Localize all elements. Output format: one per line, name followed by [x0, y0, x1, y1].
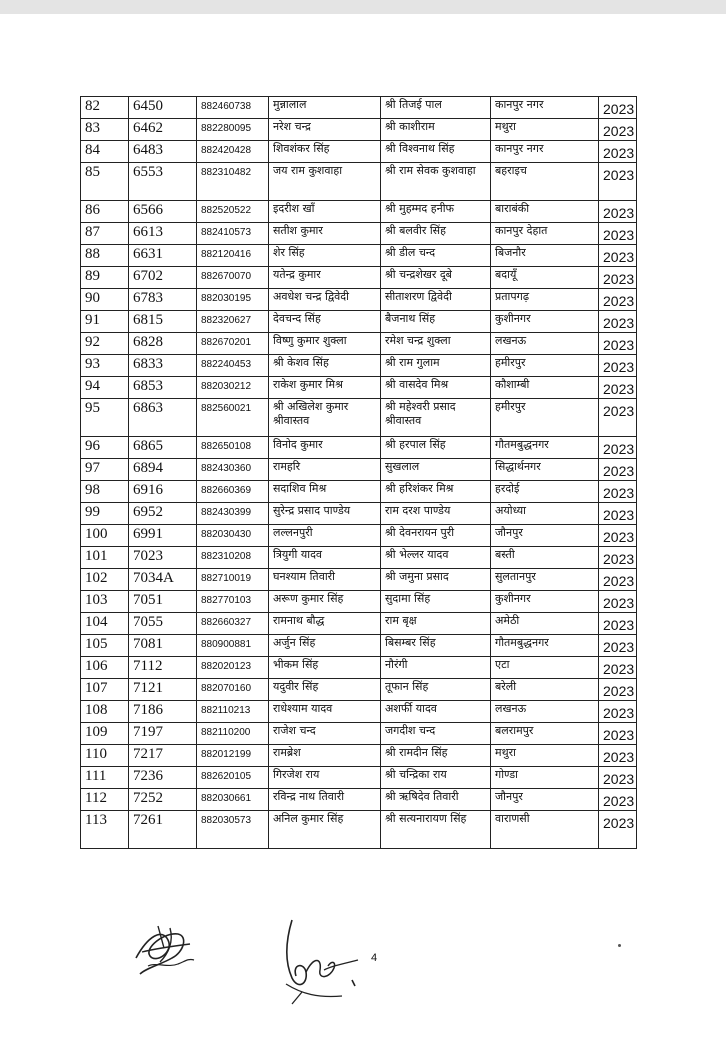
father-name-cell: श्री बलवीर सिंह [381, 223, 491, 245]
district-cell: कुशीनगर [491, 311, 599, 333]
registration-id-cell: 882650108 [197, 437, 269, 459]
roll-number-cell: 7261 [129, 811, 197, 849]
table-row [81, 201, 637, 223]
serial-number-cell: 90 [81, 289, 129, 311]
registration-id-cell: 882030573 [197, 811, 269, 849]
year-cell: 2023 [599, 223, 637, 245]
serial-number-cell: 96 [81, 437, 129, 459]
name-cell: नरेश चन्द्र [269, 119, 381, 141]
registration-id-cell: 882110200 [197, 723, 269, 745]
registration-id-cell: 882070160 [197, 679, 269, 701]
district-cell: सिद्धार्थनगर [491, 459, 599, 481]
serial-number-cell: 104 [81, 613, 129, 635]
roll-number-cell: 7034A [129, 569, 197, 591]
registration-id-cell: 882320627 [197, 311, 269, 333]
father-name-cell: रमेश चन्द्र शुक्ला [381, 333, 491, 355]
roll-number-cell: 6483 [129, 141, 197, 163]
table-row [81, 481, 637, 503]
name-cell: विष्णु कुमार शुक्ला [269, 333, 381, 355]
serial-number-cell: 87 [81, 223, 129, 245]
year-cell: 2023 [599, 289, 637, 311]
year-cell: 2023 [599, 459, 637, 481]
registration-id-cell: 882240453 [197, 355, 269, 377]
father-name-cell: सीताशरण द्विवेदी [381, 289, 491, 311]
signature-left [128, 918, 200, 980]
serial-number-cell: 82 [81, 97, 129, 119]
district-cell: सुलतानपुर [491, 569, 599, 591]
father-name-cell: श्री राम गुलाम [381, 355, 491, 377]
table-row [81, 525, 637, 547]
name-cell: सतीश कुमार [269, 223, 381, 245]
name-cell: लल्लनपुरी [269, 525, 381, 547]
table-row [81, 437, 637, 459]
registration-id-cell: 882660327 [197, 613, 269, 635]
serial-number-cell: 106 [81, 657, 129, 679]
serial-number-cell: 113 [81, 811, 129, 849]
district-cell: जौनपुर [491, 525, 599, 547]
district-cell: बाराबंकी [491, 201, 599, 223]
district-cell: बस्ती [491, 547, 599, 569]
table-row [81, 591, 637, 613]
district-cell: गौतमबुद्धनगर [491, 635, 599, 657]
roll-number-cell: 6613 [129, 223, 197, 245]
roll-number-cell: 6833 [129, 355, 197, 377]
year-cell: 2023 [599, 163, 637, 201]
serial-number-cell: 94 [81, 377, 129, 399]
table-row [81, 399, 637, 437]
table-row [81, 289, 637, 311]
year-cell: 2023 [599, 679, 637, 701]
table-row [81, 267, 637, 289]
registration-id-cell: 882460738 [197, 97, 269, 119]
roll-number-cell: 6952 [129, 503, 197, 525]
page-number: 4 [371, 952, 378, 964]
roll-number-cell: 7217 [129, 745, 197, 767]
registration-id-cell: 882030430 [197, 525, 269, 547]
father-name-cell: तूफान सिंह [381, 679, 491, 701]
serial-number-cell: 91 [81, 311, 129, 333]
registration-id-cell: 882620105 [197, 767, 269, 789]
registration-id-cell: 882030661 [197, 789, 269, 811]
serial-number-cell: 103 [81, 591, 129, 613]
registration-id-cell: 882310482 [197, 163, 269, 201]
year-cell: 2023 [599, 119, 637, 141]
year-cell: 2023 [599, 141, 637, 163]
district-cell: लखनऊ [491, 333, 599, 355]
table-row [81, 333, 637, 355]
table-row [81, 657, 637, 679]
table-row [81, 569, 637, 591]
roll-number-cell: 7055 [129, 613, 197, 635]
registration-id-cell: 882410573 [197, 223, 269, 245]
district-cell: कुशीनगर [491, 591, 599, 613]
roll-number-cell: 7081 [129, 635, 197, 657]
table-row [81, 789, 637, 811]
year-cell: 2023 [599, 767, 637, 789]
roll-number-cell: 6853 [129, 377, 197, 399]
father-name-cell: श्री चन्द्रिका राय [381, 767, 491, 789]
district-cell: लखनऊ [491, 701, 599, 723]
serial-number-cell: 112 [81, 789, 129, 811]
year-cell: 2023 [599, 399, 637, 437]
father-name-cell: श्री रामदीन सिंह [381, 745, 491, 767]
year-cell: 2023 [599, 525, 637, 547]
serial-number-cell: 97 [81, 459, 129, 481]
district-cell: गौतमबुद्धनगर [491, 437, 599, 459]
serial-number-cell: 100 [81, 525, 129, 547]
year-cell: 2023 [599, 635, 637, 657]
registration-id-cell: 882310208 [197, 547, 269, 569]
father-name-cell: श्री हरपाल सिंह [381, 437, 491, 459]
table-row [81, 245, 637, 267]
father-name-cell: राम दरश पाण्डेय [381, 503, 491, 525]
table-row [81, 547, 637, 569]
name-cell: रामब्रेश [269, 745, 381, 767]
table-row [81, 141, 637, 163]
father-name-cell: श्री मुहम्मद हनीफ [381, 201, 491, 223]
name-cell: इदरीश खाँ [269, 201, 381, 223]
serial-number-cell: 98 [81, 481, 129, 503]
name-cell: रामनाथ बौद्ध [269, 613, 381, 635]
registration-id-cell: 882560021 [197, 399, 269, 437]
serial-number-cell: 111 [81, 767, 129, 789]
father-name-cell: श्री राम सेवक कुशवाहा [381, 163, 491, 201]
district-cell: कानपुर नगर [491, 141, 599, 163]
year-cell: 2023 [599, 311, 637, 333]
father-name-cell: जगदीश चन्द [381, 723, 491, 745]
roll-number-cell: 7112 [129, 657, 197, 679]
table-row [81, 163, 637, 201]
roll-number-cell: 7236 [129, 767, 197, 789]
roll-number-cell: 7051 [129, 591, 197, 613]
father-name-cell: नौरंगी [381, 657, 491, 679]
registration-id-cell: 882030195 [197, 289, 269, 311]
name-cell: भीकम सिंह [269, 657, 381, 679]
serial-number-cell: 95 [81, 399, 129, 437]
year-cell: 2023 [599, 547, 637, 569]
father-name-cell: श्री चन्द्रशेखर दूबे [381, 267, 491, 289]
serial-number-cell: 101 [81, 547, 129, 569]
district-cell: बहराइच [491, 163, 599, 201]
district-cell: हमीरपुर [491, 399, 599, 437]
year-cell: 2023 [599, 789, 637, 811]
name-cell: विनोद कुमार [269, 437, 381, 459]
name-cell: देवचन्द सिंह [269, 311, 381, 333]
roll-number-cell: 7252 [129, 789, 197, 811]
records-table [80, 96, 637, 849]
serial-number-cell: 110 [81, 745, 129, 767]
father-name-cell: राम बृक्ष [381, 613, 491, 635]
name-cell: श्री केशव सिंह [269, 355, 381, 377]
serial-number-cell: 109 [81, 723, 129, 745]
name-cell: शेर सिंह [269, 245, 381, 267]
serial-number-cell: 89 [81, 267, 129, 289]
district-cell: प्रतापगढ़ [491, 289, 599, 311]
registration-id-cell: 882670070 [197, 267, 269, 289]
scan-top-band [0, 0, 726, 14]
serial-number-cell: 102 [81, 569, 129, 591]
district-cell: एटा [491, 657, 599, 679]
district-cell: अयोध्या [491, 503, 599, 525]
district-cell: हमीरपुर [491, 355, 599, 377]
registration-id-cell: 882020123 [197, 657, 269, 679]
table-row [81, 767, 637, 789]
father-name-cell: श्री सत्यनारायण सिंह [381, 811, 491, 849]
table-row [81, 811, 637, 849]
year-cell: 2023 [599, 245, 637, 267]
table-row [81, 377, 637, 399]
name-cell: जय राम कुशवाहा [269, 163, 381, 201]
roll-number-cell: 6828 [129, 333, 197, 355]
serial-number-cell: 83 [81, 119, 129, 141]
table-row [81, 223, 637, 245]
table-row [81, 311, 637, 333]
district-cell: गोण्डा [491, 767, 599, 789]
father-name-cell: श्री देवनरायन पुरी [381, 525, 491, 547]
father-name-cell: श्री तिजई पाल [381, 97, 491, 119]
name-cell: सदाशिव मिश्र [269, 481, 381, 503]
name-cell: श्री अखिलेश कुमार श्रीवास्तव [269, 399, 381, 437]
roll-number-cell: 6450 [129, 97, 197, 119]
father-name-cell: श्री जमुना प्रसाद [381, 569, 491, 591]
registration-id-cell: 882710019 [197, 569, 269, 591]
serial-number-cell: 85 [81, 163, 129, 201]
registration-id-cell: 882030212 [197, 377, 269, 399]
name-cell: शिवशंकर सिंह [269, 141, 381, 163]
registration-id-cell: 882280095 [197, 119, 269, 141]
year-cell: 2023 [599, 569, 637, 591]
table-row [81, 635, 637, 657]
signature-right [262, 914, 370, 1006]
father-name-cell: श्री भेल्लर यादव [381, 547, 491, 569]
roll-number-cell: 6566 [129, 201, 197, 223]
serial-number-cell: 88 [81, 245, 129, 267]
year-cell: 2023 [599, 503, 637, 525]
name-cell: यतेन्द्र कुमार [269, 267, 381, 289]
roll-number-cell: 6702 [129, 267, 197, 289]
father-name-cell: श्री हरिशंकर मिश्र [381, 481, 491, 503]
father-name-cell: श्री काशीराम [381, 119, 491, 141]
roll-number-cell: 6783 [129, 289, 197, 311]
table-row [81, 355, 637, 377]
registration-id-cell: 882770103 [197, 591, 269, 613]
name-cell: घनश्याम तिवारी [269, 569, 381, 591]
table-row [81, 119, 637, 141]
roll-number-cell: 6553 [129, 163, 197, 201]
district-cell: बरेली [491, 679, 599, 701]
name-cell: यदुवीर सिंह [269, 679, 381, 701]
district-cell: बलरामपुर [491, 723, 599, 745]
name-cell: अवधेश चन्द्र द्विवेदी [269, 289, 381, 311]
serial-number-cell: 86 [81, 201, 129, 223]
year-cell: 2023 [599, 97, 637, 119]
year-cell: 2023 [599, 723, 637, 745]
roll-number-cell: 6815 [129, 311, 197, 333]
serial-number-cell: 108 [81, 701, 129, 723]
father-name-cell: श्री वासदेव मिश्र [381, 377, 491, 399]
serial-number-cell: 99 [81, 503, 129, 525]
father-name-cell: अशर्फी यादव [381, 701, 491, 723]
roll-number-cell: 6863 [129, 399, 197, 437]
district-cell: कानपुर नगर [491, 97, 599, 119]
registration-id-cell: 882110213 [197, 701, 269, 723]
table-row [81, 723, 637, 745]
district-cell: बिजनौर [491, 245, 599, 267]
registration-id-cell: 882670201 [197, 333, 269, 355]
name-cell: मुन्नालाल [269, 97, 381, 119]
records-table-body [81, 97, 637, 849]
table-row [81, 701, 637, 723]
serial-number-cell: 92 [81, 333, 129, 355]
registration-id-cell: 882420428 [197, 141, 269, 163]
district-cell: मथुरा [491, 745, 599, 767]
district-cell: बदायूँ [491, 267, 599, 289]
father-name-cell: सुदामा सिंह [381, 591, 491, 613]
year-cell: 2023 [599, 437, 637, 459]
district-cell: वाराणसी [491, 811, 599, 849]
roll-number-cell: 6865 [129, 437, 197, 459]
roll-number-cell: 6631 [129, 245, 197, 267]
year-cell: 2023 [599, 267, 637, 289]
name-cell: अरूण कुमार सिंह [269, 591, 381, 613]
name-cell: अनिल कुमार सिंह [269, 811, 381, 849]
registration-id-cell: 880900881 [197, 635, 269, 657]
name-cell: त्रियुगी यादव [269, 547, 381, 569]
table-row [81, 745, 637, 767]
table-row [81, 613, 637, 635]
district-cell: मथुरा [491, 119, 599, 141]
name-cell: रामहरि [269, 459, 381, 481]
district-cell: कानपुर देहात [491, 223, 599, 245]
father-name-cell: श्री ऋषिदेव तिवारी [381, 789, 491, 811]
table-row [81, 503, 637, 525]
year-cell: 2023 [599, 701, 637, 723]
year-cell: 2023 [599, 481, 637, 503]
registration-id-cell: 882430399 [197, 503, 269, 525]
district-cell: जौनपुर [491, 789, 599, 811]
name-cell: रविन्द्र नाथ तिवारी [269, 789, 381, 811]
name-cell: गिरजेश राय [269, 767, 381, 789]
registration-id-cell: 882520522 [197, 201, 269, 223]
year-cell: 2023 [599, 201, 637, 223]
name-cell: सुरेन्द्र प्रसाद पाण्डेय [269, 503, 381, 525]
roll-number-cell: 7186 [129, 701, 197, 723]
table-row [81, 97, 637, 119]
year-cell: 2023 [599, 377, 637, 399]
district-cell: कौशाम्बी [491, 377, 599, 399]
roll-number-cell: 7121 [129, 679, 197, 701]
registration-id-cell: 882120416 [197, 245, 269, 267]
registration-id-cell: 882660369 [197, 481, 269, 503]
year-cell: 2023 [599, 657, 637, 679]
father-name-cell: बिसम्बर सिंह [381, 635, 491, 657]
name-cell: राजेश चन्द [269, 723, 381, 745]
roll-number-cell: 6462 [129, 119, 197, 141]
year-cell: 2023 [599, 355, 637, 377]
roll-number-cell: 7197 [129, 723, 197, 745]
roll-number-cell: 7023 [129, 547, 197, 569]
father-name-cell: बैजनाथ सिंह [381, 311, 491, 333]
scan-speck [618, 944, 621, 947]
table-row [81, 459, 637, 481]
year-cell: 2023 [599, 745, 637, 767]
name-cell: राधेश्याम यादव [269, 701, 381, 723]
roll-number-cell: 6894 [129, 459, 197, 481]
name-cell: राकेश कुमार मिश्र [269, 377, 381, 399]
registration-id-cell: 882430360 [197, 459, 269, 481]
registration-id-cell: 882012199 [197, 745, 269, 767]
table-row [81, 679, 637, 701]
year-cell: 2023 [599, 591, 637, 613]
serial-number-cell: 93 [81, 355, 129, 377]
serial-number-cell: 105 [81, 635, 129, 657]
father-name-cell: श्री डील चन्द [381, 245, 491, 267]
serial-number-cell: 107 [81, 679, 129, 701]
father-name-cell: श्री महेश्वरी प्रसाद श्रीवास्तव [381, 399, 491, 437]
district-cell: हरदोई [491, 481, 599, 503]
father-name-cell: श्री विश्वनाथ सिंह [381, 141, 491, 163]
district-cell: अमेठी [491, 613, 599, 635]
roll-number-cell: 6916 [129, 481, 197, 503]
name-cell: अर्जुन सिंह [269, 635, 381, 657]
year-cell: 2023 [599, 333, 637, 355]
father-name-cell: सुखलाल [381, 459, 491, 481]
year-cell: 2023 [599, 613, 637, 635]
roll-number-cell: 6991 [129, 525, 197, 547]
year-cell: 2023 [599, 811, 637, 849]
serial-number-cell: 84 [81, 141, 129, 163]
